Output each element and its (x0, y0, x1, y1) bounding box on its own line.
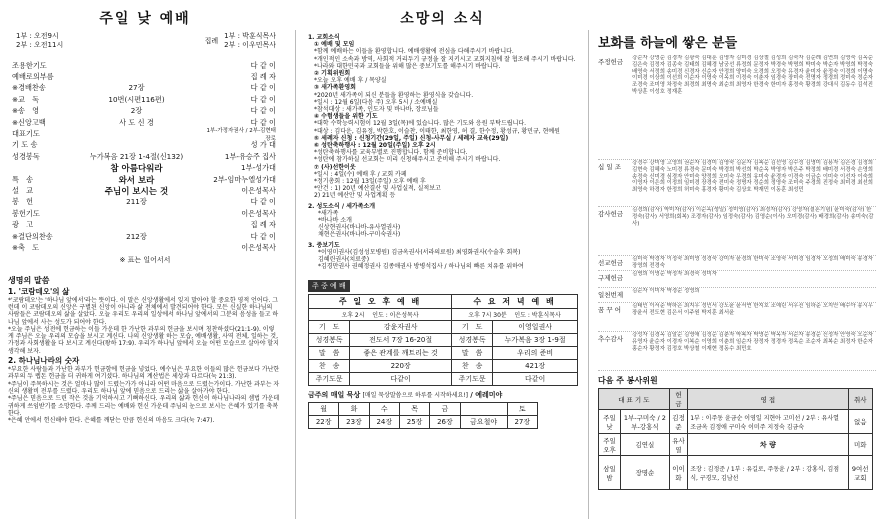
church-item: 2) 21년 예산안 및 사업계획 등 (314, 192, 396, 200)
wednesday-meta (452, 308, 578, 320)
meditation-day: 화 (339, 402, 369, 415)
offering-names: 김명희 이영순 박정자 최경숙 정미자 (632, 271, 717, 277)
prayer-items (308, 249, 581, 271)
order-content: 2장 (130, 106, 143, 116)
weekly-a-value: 전도서 7장 16-20절 (350, 333, 452, 346)
offering-category-row (598, 332, 876, 371)
members-items (308, 210, 581, 239)
servants-welcome-3: 조장 : 김정준 / 1부 : 유길로, 주동윤 / 2부 : 강홍식, 김점식, 구경모, 김남선 (688, 456, 848, 490)
servants-offering-2: 유사열 (669, 434, 688, 456)
meditation-day: 금 (430, 402, 460, 415)
church-item: ③ 새가족환영회 (314, 84, 356, 92)
weekly-row (309, 359, 578, 372)
worship-column (0, 0, 290, 529)
servants-time-2: 주일오후 (599, 434, 621, 456)
officiant-label: 집례 (204, 36, 219, 45)
servants-header-welcome: 영 접 (688, 389, 848, 410)
meditation-chapter: 27장 (507, 415, 537, 428)
word-sub2: 2. 하나님나라의 숫자 (8, 356, 80, 366)
servants-cook-1: 없음 (848, 410, 873, 434)
column-divider-2 (588, 30, 589, 519)
members-heading: 2. 성도소식 / 세가족소개 (308, 202, 376, 210)
order-content: 211장 (126, 197, 147, 207)
order-name: ※경배찬송 (12, 83, 46, 93)
meditation-table (308, 402, 538, 429)
servants-prayer-3: 장명순 (621, 456, 670, 490)
church-item: *함께 예배하는 이들을 환영합니다. 예배생활에 전심을 다해주시기 바랍니다. (314, 48, 514, 56)
church-news-items (308, 41, 581, 199)
weekly-a-label: 찬 송 (309, 359, 350, 372)
order-row (0, 185, 290, 196)
order-leader: 2부-임마누엘성가대 (213, 174, 276, 184)
offering-category-row (598, 55, 876, 160)
weekly-b-label: 말 씀 (452, 346, 493, 359)
weekly-a-label: 주기도문 (309, 372, 350, 385)
news-column (300, 0, 585, 529)
prayer-item: *김경만권사 권혜정권사 김종애권사 방병석집사 / 하나님의 빠른 치유를 위하여 (318, 263, 524, 271)
order-leader: 1부-유승주 집사 (224, 151, 276, 161)
church-item: *안건 : 1) 20년 예산결산 및 사업실적, 실적보고 (314, 185, 441, 193)
order-name: 광 고 (12, 220, 34, 230)
church-news-heading: 1. 교회소식 (308, 34, 340, 41)
order-name: ※결단의찬송 (12, 231, 53, 241)
offering-names: 김미숙 박경자 이정숙 최미영 정경숙 강미자 윤경희 한미숙 조영숙 서미경 임경자 오정희 배미숙 송경자 장영희 전경숙 (632, 256, 873, 269)
weekly-b-label: 찬 송 (452, 359, 493, 372)
meditation-chapter: 22장 (309, 415, 339, 428)
meditation-heading: 금주의 매일 묵상 (308, 390, 361, 399)
order-name: 기 도 송 (12, 140, 38, 150)
service-time-2: 2부 : 오전11시 (16, 41, 64, 49)
order-leader: 집 례 자 (250, 220, 276, 230)
weekly-a-label: 기 도 (309, 320, 350, 333)
officiant-1: 1부 : 박훈식목사 (224, 32, 276, 40)
order-name: 특 송 (12, 174, 34, 184)
order-name: ※송 영 (12, 106, 40, 116)
order-content: 10번(시편116편) (108, 94, 165, 104)
order-of-worship (0, 60, 290, 254)
word-section (0, 265, 290, 425)
meditation-day (460, 402, 507, 415)
weekly-b-value: 누가복음 3장 1-9절 (493, 333, 578, 346)
church-item: *2020년 새가족이 되신 분들을 환영하는 환영식을 갖습니다. (314, 91, 474, 99)
weekly-a-label: 말 씀 (309, 346, 350, 359)
word-p2: *오늘 주님은 성전에 헌금하는 이들 가운데 한 가난한 과부의 헌금을 보시며 칭찬하셨다(21:1-9). 이렇게 주님은 오늘 우리의 모습을 보시고 계신다. 나의 신앙생활 하는 모습, 예배생활, 사역 전체, 일하는 것, 가정과 사회생활을 다 보시고 계신다(왕하 17:9). 우리가 하나님 앞에서 오늘 어떤 모습으로 살아야 할지 생각해 보자. (8, 325, 279, 355)
order-row (0, 83, 290, 94)
members-item: 신상현권사(바나바-유사열권사) (318, 224, 401, 232)
weekly-a-value: 좋은 관계를 깨트리는 것 (350, 346, 452, 359)
order-name: 대표기도 (12, 129, 40, 139)
servants-welcome-1: 1부 : 이주동 윤금순 이영일 지현아 고미선 / 2부 : 유사열 조금옥 김정애 구미숙 이미주 지정숙 김금숙 (688, 410, 848, 434)
offering-category-label: 십 일 조 (598, 163, 621, 171)
order-leader: 이은성목사 (241, 185, 276, 195)
weekly-b-value: 421장 (493, 359, 578, 372)
church-item: *정기총회 : 12월 13일(주일) 오후 예배 후 (314, 178, 426, 186)
church-item: *대학 수학능력시험이 12월 3일(목)에 있습니다. 많은 기도와 응원 부탁드립니다. (314, 120, 527, 128)
meditation-day: 수 (369, 402, 399, 415)
news-body (300, 28, 585, 271)
servants-header-offering: 헌 금 (669, 389, 688, 410)
afternoon-time: 오후 2시 (341, 311, 365, 319)
order-name: ※교 독 (12, 94, 40, 104)
offering-category-label: 일천번제 (598, 291, 624, 299)
church-item: *참석대상 : 새가족, 인도자 및 바나바, 장로님들 (314, 106, 439, 114)
weekly-row (309, 333, 578, 346)
order-content: 누가복음 21장 1-4절(신132) (89, 151, 184, 161)
church-item: ⑤ 세례자 신청 : 신청기간(29일, 주일) 신청-사무실 / 세례자 교육(29일) (314, 134, 509, 142)
church-item: *성탄축하행사를 교육부별로 진행합니다. 함께 준비합니다. (314, 149, 468, 157)
order-row (0, 242, 290, 253)
offerings-column (592, 0, 880, 529)
order-leader: 다 같 이 (250, 117, 276, 127)
servants-prayer-2: 김연실 (621, 434, 670, 456)
word-p5: *주님은 믿음으로 드린 작은 것을 기억하시고 기뻐하신다. 우리의 삶과 헌신이 하나님나라의 셈법 가운데 귀하게 쓰임받기를 소망한다. 주께 드리는 예배와 헌신 가운데 주님의 눈으로 보시는 은혜가 있기를 축복한다. (8, 395, 280, 417)
order-row (0, 174, 290, 185)
church-item: *일시 : 12월 6일(다음 주) 오후 5시 / 소예배실 (314, 98, 438, 106)
church-item: ⑦ (사)선한이웃 (314, 163, 356, 171)
meditation-day: 목 (399, 402, 429, 415)
order-row (0, 94, 290, 105)
church-item: ② 기획위원회 (314, 70, 351, 78)
weekly-row (309, 372, 578, 385)
order-leader: 다 같 이 (250, 231, 276, 241)
meditation-line (308, 390, 581, 400)
servants-vehicle-label: 차 량 (688, 434, 848, 456)
worship-title: 주일 낮 예배 (99, 11, 191, 27)
weekly-b-label: 기 도 (452, 320, 493, 333)
order-leader: 다 같 이 (250, 106, 276, 116)
wednesday-title: 수 요 저 녁 예 배 (452, 294, 578, 308)
wednesday-leader: 인도 : 박훈식목사 (514, 311, 561, 319)
weekly-a-value: 220장 (350, 359, 452, 372)
weekly-b-value: 이영일권사 (493, 320, 578, 333)
officiant-info (205, 32, 276, 50)
offering-category-row (598, 256, 876, 271)
word-p1: *'코람데오'는 '하나님 앞에서'라는 뜻이다. 이 말은 신앙생활에서 잊지 말아야 할 중요한 영적 언어다. 그런데 이 코람데오의 신앙은 구별된 신앙이 아니라 삶 전체에서 발견되어야 한다. 모든 신실한 하나님의 사람들은 코람데오의 삶을 살았다. 오늘 우리도 우리의 일상에서 하나님 앞에서의 그분의 음성을 들고 하나님 앞에서 사는 성도가 되어야 한다. (8, 296, 279, 326)
weekly-b-label: 주기도문 (452, 372, 493, 385)
order-leader: 다 같 이 (250, 83, 276, 93)
word-p4: *주님이 주목하시는 것은 얼마나 많이 드렸는가가 아니라 어떤 마음으로 드렸는가이다. 가난한 과부는 자신의 생활비 전부를 드렸다. 우리도 하나님 앞에 믿음으로 드리는 삶을 살아가야 한다. (8, 380, 280, 395)
word-heading: 생명의 말씀 (8, 275, 50, 285)
afternoon-title: 주 일 오 후 예 배 (309, 294, 452, 308)
order-content: 와서 보라 (118, 175, 155, 186)
meditation-chapter: 23장 (339, 415, 369, 428)
members-item: *바나바 소개 (318, 217, 352, 225)
offering-names: 김경희(감사) 박미자(감사) 이순옥(생일) 정미영(감사) 최경자(감사) 강영자(결혼기념) 윤미숙(감사) 한정숙(감사) 서영희(회복) 조경자(감사) 임정숙(감사) 김영순(이사) 오미경(감사) 배경희(감사) 송미숙(감사) (632, 207, 874, 227)
order-leader: 다 같 이 (250, 197, 276, 207)
church-item: *대상 : 김다운, 김유정, 박한호, 이슬찬, 이태한, 최한영, 허 결, 한수정, 황성규, 황민규, 현예원 (314, 127, 560, 135)
order-name: 조용한기도 (12, 60, 47, 70)
servants-time-3: 삼일 밤 (599, 456, 621, 490)
offering-category-row (598, 207, 876, 256)
weekly-section (300, 271, 585, 429)
offering-category-label: 꿈 꾸 어 (598, 306, 621, 314)
order-name: 설 교 (12, 185, 34, 195)
servants-table (598, 388, 873, 490)
meditation-chapter: 26장 (430, 415, 460, 428)
order-row (0, 151, 290, 162)
meditation-tail: / 예레미야 (470, 390, 503, 399)
service-time-1: 1부 : 오전9시 (16, 32, 59, 40)
church-item: *개인적인 소속과 방역, 사회적 거리두기 규정을 잘 지키시고 교회지침에 잘 협조해 주시기 바랍니다. (314, 55, 576, 63)
servants-prayer-1: 1부-구미숙 / 2부-강홍식 (621, 410, 670, 434)
order-name: 성경봉독 (12, 151, 40, 161)
weekly-services-table (308, 294, 578, 386)
order-content: 주님이 보시는 것 (104, 187, 169, 197)
order-name: ※축 도 (12, 242, 40, 252)
servants-offering-3: 이이화 (669, 456, 688, 490)
meditation-chapter: 24장 (369, 415, 399, 428)
servants-cook-3: 9여선교회 (848, 456, 873, 490)
order-leader: 집 례 자 (250, 72, 276, 82)
offering-category-row (598, 303, 876, 332)
offering-category-row (598, 271, 876, 288)
members-item: *새가족 (318, 209, 339, 217)
order-name: 봉 헌 (12, 197, 34, 207)
offering-names: 강경수 강미영 고영희 권순자 김경미 김명숙 김문자 김복순 김선영 김수정 김영미 김용자 김은경 김정희 김현숙 김혜숙 노미경 류경숙 문미숙 박경희 박선희 박순옥 박영자 박은주 박정희 배미경 서경숙 손영희 송정숙 신미경 심경자 안미숙 양정희 오미숙 우경희 유미숙 윤경자 이경숙 이금순 이미숙 이선자 이숙희 이영자 이은희 이정희 임미경 장경숙 전미숙 정명자 정순희 정영숙 조미숙 주경희 진정숙 최미경 최선희 최영숙 하경자 한정희 허미숙 홍경자 황미숙 김상호 박재민 이동훈 최성민 (632, 160, 873, 194)
afternoon-meta (309, 308, 452, 320)
order-content: 참 아름다워라 (110, 164, 163, 175)
offering-names: 김순자 이미자 박경순 정영희 (632, 288, 700, 294)
prayer-heading: 3. 중보기도 (308, 241, 340, 249)
order-row (0, 60, 290, 71)
order-row (0, 140, 290, 151)
order-row (0, 71, 290, 82)
servants-header-cook: 취사 (848, 389, 873, 410)
offering-names: 강순자 강영순 김경자 김광숙 김대훈 김명자 김미경 김상철 김성희 김숙자 김순례 김연희 김영숙 김옥순 김은숙 김정자 김종숙 김태희 김혜경 남궁선 류정희 문정자 박경숙 박명희 박미숙 박순자 박영희 박정숙 배영숙 서정희 송미경 신경자 신순자 안정희 양미숙 오경희 오정숙 유경자 윤미자 윤정숙 이경희 이명숙 이미경 이상희 이선희 이순자 이영숙 이옥희 이정숙 이춘자 임경숙 장미숙 전명자 정경희 정미숙 정순자 조경숙 조미영 차정숙 최경희 최명숙 최순희 최영자 한경숙 한미자 홍정숙 황경희 강대식 김동수 김석진 박상훈 이성호 정재훈 (632, 55, 873, 95)
order-row (0, 219, 290, 230)
order-leader: 성 가 대 (250, 140, 276, 150)
word-p3: *부요한 사람들과 가난한 과부가 헌금함에 헌금을 넣었다. 예수님은 부요한 이들의 많은 헌금보다 가난한 과부의 두 렙돈 헌금을 더 귀하게 여기셨다. 하나님의 계산법은 세상과 다르다(눅 21:3). (8, 366, 280, 381)
weekly-a-label: 성경봉독 (309, 333, 350, 346)
weekly-a-value: 다같이 (350, 372, 452, 385)
church-item: *오늘 오후 예배 후 / 목양실 (314, 77, 387, 85)
order-row (0, 106, 290, 117)
meditation-day: 토 (507, 402, 537, 415)
servants-offering-1: 김정준 (669, 410, 688, 434)
order-leader: 1부-성가대 (241, 163, 276, 173)
weekly-b-label: 성경봉독 (452, 333, 493, 346)
order-leader: 이은성목사 (241, 242, 276, 252)
offerings-list (592, 55, 880, 371)
offering-category-row (598, 160, 876, 207)
weekly-row (309, 320, 578, 333)
servants-time-1: 주일 낮 (599, 410, 621, 434)
column-divider (295, 30, 296, 519)
order-leader: 1부-가정자권사 / 2부-김현태장로 (206, 128, 276, 143)
prayer-item: 김혜린권사(치료중) (318, 256, 370, 264)
service-info (0, 28, 290, 50)
order-content: 27장 (128, 83, 145, 93)
offering-category-label: 추수감사 (598, 335, 624, 343)
servants-cook-2: 미화 (848, 434, 873, 456)
meditation-day: 월 (309, 402, 339, 415)
offering-category-label: 주정헌금 (598, 58, 624, 66)
order-leader: 이은성목사 (241, 208, 276, 218)
weekly-b-value: 다같이 (493, 372, 578, 385)
service-times (16, 32, 63, 50)
order-row (0, 197, 290, 208)
offering-names: 김태민 이서준 박하은 최지우 정민서 강도윤 윤서연 한지호 조예린 서우진 임하준 오지안 배수아 송시우 장윤서 전도현 김은서 이주원 박지훈 최서윤 (632, 303, 873, 316)
order-content: 212장 (126, 231, 147, 241)
offerings-title: 보화를 하늘에 쌓은 분들 (598, 36, 738, 51)
offering-category-label: 선교헌금 (598, 259, 624, 267)
order-name: 봉헌기도 (12, 208, 40, 218)
offering-category-label: 감사헌금 (598, 210, 624, 218)
members-item: 채현은권사(바나바-구미숙권사) (318, 231, 401, 239)
order-row (0, 231, 290, 242)
servants-header-prayer: 대 표 기 도 (599, 389, 670, 410)
meditation-chapter: 25장 (399, 415, 429, 428)
prayer-item: *이영미권사(김성성모병원) 김금옥권사(서라의료원) 최영화권사(수술후 회복) (318, 248, 521, 256)
offering-names: 강성자 김경옥 김말순 김영애 김정순 김춘자 박복자 박영순 박옥자 서순자 송경순 신정자 안영숙 오순자 유영자 윤순자 이경자 이복순 이영희 이춘희 임순자 장정자 정경자 정옥순 조순자 최복순 최정자 한순자 홍순자 황정자 김정호 박상철 이재현 정동수 최민호 (632, 332, 873, 352)
weekly-a-value: 강윤자권사 (350, 320, 452, 333)
weekly-label: 주 중 예 배 (308, 280, 350, 292)
church-item: *일시 : 4일(수) 예배 후 / 교회 카페 (314, 170, 407, 178)
church-item: *나라와 대한민국과 교회들을 위해 많은 중보기도를 해주시기 바랍니다. (314, 62, 501, 70)
offering-category-row (598, 288, 876, 303)
servants-heading: 다음 주 봉사위원 (598, 376, 658, 385)
church-item: ④ 수험생들을 위한 기도 (314, 113, 378, 121)
weekly-row (309, 346, 578, 359)
order-name: ※신앙고백 (12, 117, 46, 127)
weekly-b-value: 우리의 준비 (493, 346, 578, 359)
church-item: ① 예배 및 모임 (314, 41, 355, 49)
meditation-chapter: 금요철야 (460, 415, 507, 428)
church-item: ⑥ 성탄축하행사 : 12월 20일(주일) 오후 2시 (314, 142, 436, 150)
wednesday-time: 오후 7시 30분 (468, 311, 507, 319)
order-row (0, 208, 290, 219)
officiant-2: 2부 : 이우민목사 (224, 41, 276, 49)
servants-section (592, 371, 880, 490)
stand-note: ※ 표는 일어서서 (119, 255, 171, 264)
order-row (0, 128, 290, 143)
word-p6: *은혜 안에서 헌신해야 한다. 은혜를 깨닫는 만큼 헌신의 마음도 크다(눅 7:47). (8, 417, 215, 425)
order-name: 예배로의부름 (12, 72, 54, 82)
meditation-note: [매일 묵상말씀으로 하루를 시작하세요!] (362, 391, 468, 399)
order-row (0, 163, 290, 174)
church-item: *성탄에 참가하실 선교회는 미리 신청해주시고 준비해 주시기 바랍니다. (314, 156, 501, 164)
news-title: 소망의 소식 (400, 11, 485, 27)
afternoon-leader: 인도 : 이은성목사 (372, 311, 419, 319)
order-leader: 다 같 이 (250, 60, 276, 70)
order-leader: 다 같 이 (250, 94, 276, 104)
offering-category-label: 구제헌금 (598, 274, 624, 282)
word-sub1: 1. '코람데오'의 삶 (8, 286, 70, 296)
order-content: 사 도 신 경 (119, 117, 154, 127)
